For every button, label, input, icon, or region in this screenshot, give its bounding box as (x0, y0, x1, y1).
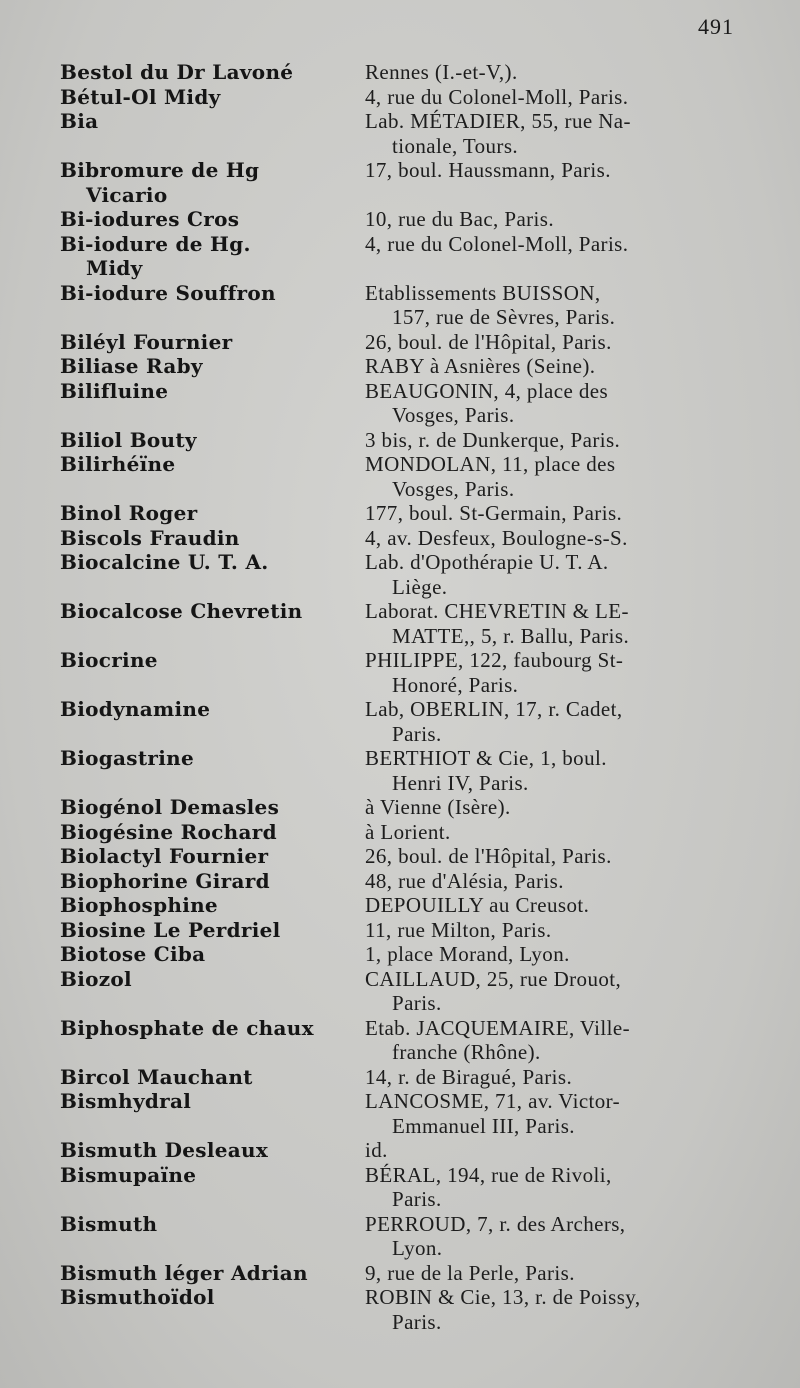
list-item (60, 526, 750, 551)
address-line: RABY à Asnières (Seine). (365, 354, 596, 378)
product-name (60, 795, 365, 820)
manufacturer-address (365, 918, 750, 943)
address-line: à Lorient. (365, 819, 451, 844)
manufacturer-address (365, 844, 750, 869)
address-line: DEPOUILLY au Creusot. (365, 893, 590, 917)
product-name (60, 85, 365, 110)
product-name-line: Bilifluine (60, 378, 169, 403)
product-name-line: Bestol du Dr Lavoné (60, 60, 294, 84)
product-name (60, 354, 365, 379)
product-name-line: Biophosphine (60, 893, 218, 917)
address-line: MATTE,, 5, r. Ballu, Paris. (392, 623, 630, 648)
product-name (60, 942, 365, 967)
manufacturer-address (365, 1285, 750, 1334)
manufacturer-address (365, 893, 750, 918)
product-name-line: Biophorine Girard (60, 868, 270, 893)
list-item (60, 207, 750, 232)
address-line: PHILIPPE, 122, faubourg St- (365, 648, 624, 672)
address-line: Honoré, Paris. (392, 672, 519, 697)
list-item (60, 1285, 750, 1334)
list-item (60, 1163, 750, 1212)
address-line: Etab. JACQUEMAIRE, Ville- (365, 1015, 630, 1040)
manufacturer-address (365, 967, 750, 1016)
product-name-line: Bi-iodure Souffron (60, 280, 276, 305)
product-name (60, 918, 365, 943)
list-item (60, 1016, 750, 1065)
address-line: 10, rue du Bac, Paris. (365, 207, 555, 231)
address-line: tionale, Tours. (392, 133, 519, 158)
product-name (60, 379, 365, 404)
product-name-line: Bi-iodure de Hg. (60, 231, 251, 256)
product-name (60, 869, 365, 894)
list-item (60, 697, 750, 746)
list-item (60, 550, 750, 599)
manufacturer-address (365, 109, 750, 158)
manufacturer-address (365, 85, 750, 110)
product-name-line: Bibromure de Hg (60, 158, 260, 182)
list-item (60, 1138, 750, 1163)
address-line: Vosges, Paris. (392, 476, 515, 501)
product-name-line: Bismuth Desleaux (60, 1138, 269, 1162)
list-item (60, 844, 750, 869)
entry-list (60, 60, 750, 1334)
product-name-line: Bétul-Ol Midy (60, 84, 221, 109)
manufacturer-address (365, 60, 750, 85)
manufacturer-address (365, 599, 750, 648)
list-item (60, 746, 750, 795)
address-line: 4, rue du Colonel-Moll, Paris. (365, 84, 629, 109)
list-item (60, 109, 750, 158)
page-number: 491 (698, 14, 734, 39)
address-line: BÉRAL, 194, rue de Rivoli, (365, 1162, 612, 1187)
address-line: Emmanuel III, Paris. (392, 1113, 575, 1138)
list-item (60, 599, 750, 648)
address-line: BEAUGONIN, 4, place des (365, 378, 609, 403)
list-item (60, 1212, 750, 1261)
address-line: CAILLAUD, 25, rue Drouot, (365, 966, 622, 991)
product-name-line: Biscols Fraudin (60, 525, 240, 550)
manufacturer-address (365, 942, 750, 967)
address-line: franche (Rhône). (392, 1040, 541, 1064)
list-item (60, 918, 750, 943)
list-item (60, 1065, 750, 1090)
address-line: Lyon. (392, 1236, 443, 1260)
list-item (60, 85, 750, 110)
list-item (60, 281, 750, 330)
list-item (60, 869, 750, 894)
address-line: id. (365, 1138, 388, 1162)
address-line: Paris. (392, 991, 442, 1015)
list-item (60, 158, 750, 207)
manufacturer-address (365, 330, 750, 355)
manufacturer-address (365, 820, 750, 845)
product-name (60, 1016, 365, 1041)
product-name (60, 207, 365, 232)
product-name (60, 697, 365, 722)
product-name-line: Biocalcose Chevretin (60, 599, 303, 623)
address-line: Paris. (392, 721, 442, 746)
product-name (60, 158, 365, 207)
manufacturer-address (365, 746, 750, 795)
product-name (60, 967, 365, 992)
address-line: 3 bis, r. de Dunkerque, Paris. (365, 427, 621, 452)
product-name-line: Vicario (86, 182, 168, 207)
product-name-line: Biozol (60, 966, 132, 991)
product-name (60, 281, 365, 306)
product-name (60, 893, 365, 918)
product-name (60, 1138, 365, 1163)
list-item (60, 967, 750, 1016)
address-line: 17, boul. Haussmann, Paris. (365, 158, 611, 182)
address-line: MONDOLAN, 11, place des (365, 452, 616, 476)
product-name (60, 1285, 365, 1310)
manufacturer-address (365, 1261, 750, 1286)
product-name-line: Biodynamine (60, 697, 211, 721)
address-line: BERTHIOT & Cie, 1, boul. (365, 746, 607, 770)
address-line: Paris. (392, 1187, 442, 1211)
product-name-line: Bismuth (60, 1211, 158, 1236)
manufacturer-address (365, 281, 750, 330)
list-item (60, 648, 750, 697)
address-line: Lab. d'Opothérapie U. T. A. (365, 550, 609, 574)
address-line: 9, rue de la Perle, Paris. (365, 1260, 575, 1285)
product-name (60, 109, 365, 134)
product-name (60, 746, 365, 771)
product-name-line: Bismupaïne (60, 1162, 197, 1187)
product-name-line: Binol Roger (60, 501, 198, 525)
manufacturer-address (365, 1016, 750, 1065)
product-name (60, 330, 365, 355)
product-name-line: Bi-iodures Cros (60, 207, 240, 231)
address-line: Lab. MÉTADIER, 55, rue Na- (365, 109, 631, 133)
address-line: 4, rue du Colonel-Moll, Paris. (365, 231, 629, 256)
list-item (60, 820, 750, 845)
manufacturer-address (365, 207, 750, 232)
address-line: 48, rue d'Alésia, Paris. (365, 868, 564, 893)
list-item (60, 60, 750, 85)
manufacturer-address (365, 379, 750, 428)
address-line: Liège. (392, 574, 448, 599)
manufacturer-address (365, 1089, 750, 1138)
product-name-line: Biphosphate de chaux (60, 1015, 314, 1040)
manufacturer-address (365, 697, 750, 746)
product-name-line: Bilirhéïne (60, 452, 176, 476)
address-line: Etablissements BUISSON, (365, 280, 601, 305)
address-line: 157, rue de Sèvres, Paris. (392, 305, 616, 329)
address-line: 11, rue Milton, Paris. (365, 917, 552, 942)
product-name-line: Midy (86, 256, 143, 280)
manufacturer-address (365, 648, 750, 697)
manufacturer-address (365, 1163, 750, 1212)
list-item (60, 452, 750, 501)
manufacturer-address (365, 354, 750, 379)
product-name-line: Biliol Bouty (60, 427, 197, 452)
list-item (60, 330, 750, 355)
manufacturer-address (365, 526, 750, 551)
product-name (60, 1089, 365, 1114)
product-name (60, 1065, 365, 1090)
product-name-line: Biotose Ciba (60, 942, 206, 966)
manufacturer-address (365, 869, 750, 894)
list-item (60, 893, 750, 918)
address-line: 26, boul. de l'Hôpital, Paris. (365, 844, 612, 868)
product-name (60, 452, 365, 477)
list-item (60, 379, 750, 428)
product-name (60, 501, 365, 526)
product-name (60, 599, 365, 624)
list-item (60, 501, 750, 526)
address-line: 1, place Morand, Lyon. (365, 942, 570, 966)
list-item (60, 354, 750, 379)
product-name-line: Biocalcine U. T. A. (60, 550, 269, 574)
address-line: Rennes (I.-et-V,). (365, 60, 518, 84)
address-line: ROBIN & Cie, 13, r. de Poissy, (365, 1285, 641, 1309)
address-line: Laborat. CHEVRETIN & LE- (365, 599, 629, 623)
address-line: LANCOSME, 71, av. Victor- (365, 1089, 621, 1113)
product-name-line: Biosine Le Perdriel (60, 917, 281, 942)
address-line: Henri IV, Paris. (392, 770, 529, 795)
product-name (60, 648, 365, 673)
list-item (60, 428, 750, 453)
product-name-line: Biogénol Demasles (60, 795, 280, 819)
product-name (60, 550, 365, 575)
product-name (60, 1212, 365, 1237)
product-name (60, 428, 365, 453)
product-name (60, 844, 365, 869)
list-item (60, 1261, 750, 1286)
product-name-line: Biogésine Rochard (60, 819, 277, 844)
product-name-line: Biliase Raby (60, 354, 203, 378)
list-item (60, 232, 750, 281)
manufacturer-address (365, 452, 750, 501)
manufacturer-address (365, 1138, 750, 1163)
list-item (60, 1089, 750, 1138)
product-name-line: Bia (60, 109, 99, 133)
address-line: 14, r. de Biragué, Paris. (365, 1064, 573, 1089)
product-name (60, 820, 365, 845)
product-name-line: Biléyl Fournier (60, 329, 233, 354)
address-line: Vosges, Paris. (392, 403, 515, 427)
manufacturer-address (365, 1212, 750, 1261)
address-line: Lab, OBERLIN, 17, r. Cadet, (365, 697, 623, 721)
address-line: PERROUD, 7, r. des Archers, (365, 1211, 626, 1236)
product-name (60, 60, 365, 85)
product-name-line: Bismhydral (60, 1089, 192, 1113)
product-name (60, 1163, 365, 1188)
product-name-line: Bismuth léger Adrian (60, 1260, 308, 1285)
address-line: 26, boul. de l'Hôpital, Paris. (365, 329, 612, 354)
address-line: à Vienne (Isère). (365, 795, 511, 819)
list-item (60, 795, 750, 820)
address-line: Paris. (392, 1309, 442, 1334)
manufacturer-address (365, 1065, 750, 1090)
product-name-line: Biocrine (60, 648, 158, 672)
product-name-line: Biolactyl Fournier (60, 844, 269, 868)
manufacturer-address (365, 428, 750, 453)
manufacturer-address (365, 232, 750, 257)
list-item (60, 942, 750, 967)
product-name-line: Biogastrine (60, 746, 194, 770)
manufacturer-address (365, 158, 750, 183)
product-name (60, 526, 365, 551)
manufacturer-address (365, 795, 750, 820)
address-line: 4, av. Desfeux, Boulogne-s-S. (365, 525, 628, 550)
product-name (60, 232, 365, 281)
manufacturer-address (365, 550, 750, 599)
product-name-line: Bircol Mauchant (60, 1064, 253, 1089)
product-name-line: Bismuthoïdol (60, 1285, 215, 1309)
address-line: 177, boul. St-Germain, Paris. (365, 501, 623, 525)
manufacturer-address (365, 501, 750, 526)
product-name (60, 1261, 365, 1286)
